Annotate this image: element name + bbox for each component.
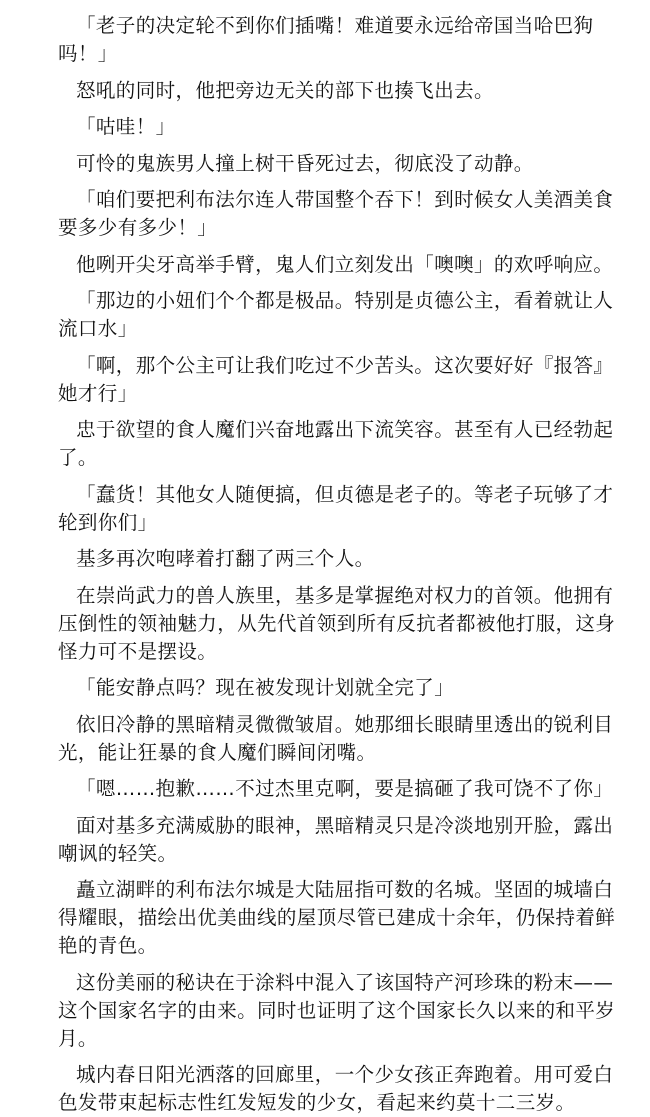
paragraph: 「啊，那个公主可让我们吃过不少苦头。这次要好好『报答』她才行」 bbox=[58, 353, 614, 405]
paragraph: 怒吼的同时，他把旁边无关的部下也揍飞出去。 bbox=[76, 78, 494, 102]
paragraph: 依旧冷静的黑暗精灵微微皱眉。她那细长眼睛里透出的锐利目光，能让狂暴的食人魔们瞬间闭嘴。 bbox=[58, 712, 614, 764]
paragraph: 基多再次咆哮着打翻了两三个人。 bbox=[76, 547, 375, 570]
paragraph: 面对基多充满威胁的眼神，黑暗精灵只是冷淡地别开脸，露出嘲讽的轻笑。 bbox=[58, 813, 614, 865]
paragraph: 「蠢货！其他女人随便搞，但贞德是老子的。等老子玩够了才轮到你们」 bbox=[58, 482, 614, 534]
paragraph: 「咕哇！」 bbox=[76, 115, 176, 138]
paragraph: 矗立湖畔的利布法尔城是大陆屈指可数的名城。坚固的城墙白得耀眼，描绘出优美曲线的屋顶尽管已建成十余年，仍保持着鲜艳的青色。 bbox=[58, 878, 616, 957]
paragraph: 「咱们要把利布法尔连人带国整个吞下！到时候女人美酒美食要多少有多少！」 bbox=[58, 188, 614, 239]
paragraph: 他咧开尖牙高举手臂，鬼人们立刻发出「噢噢」的欢呼响应。 bbox=[76, 252, 614, 276]
paragraph: 忠于欲望的食人魔们兴奋地露出下流笑容。甚至有人已经勃起了。 bbox=[58, 418, 614, 469]
paragraph: 「嗯……抱歉……不过杰里克啊，要是搞砸了我可饶不了你」 bbox=[76, 777, 614, 800]
paragraph: 「老子的决定轮不到你们插嘴！难道要永远给帝国当哈巴狗吗！」 bbox=[58, 14, 594, 65]
paragraph: 城内春日阳光洒落的回廊里，一个少女孩正奔跑着。用可爱白色发带束起标志性红发短发的少女，看起来约莫十二三岁。 bbox=[58, 1063, 614, 1114]
paragraph: 这份美丽的秘诀在于涂料中混入了该国特产河珍珠的粉末——这个国家名字的由来。同时也证明了这个国家长久以来的和平岁月。 bbox=[58, 970, 616, 1050]
paragraph: 「那边的小妞们个个都是极品。特别是贞德公主，看着就让人流口水」 bbox=[58, 289, 614, 340]
paragraph: 可怜的鬼族男人撞上树干昏死过去，彻底没了动静。 bbox=[76, 151, 534, 175]
paragraph: 「能安静点吗？现在被发现计划就全完了」 bbox=[76, 676, 455, 699]
paragraph: 在崇尚武力的兽人族里，基多是掌握绝对权力的首领。他拥有压倒性的领袖魅力，从先代首领到所有反抗者都被他打服，这身怪力可不是摆设。 bbox=[58, 583, 616, 663]
